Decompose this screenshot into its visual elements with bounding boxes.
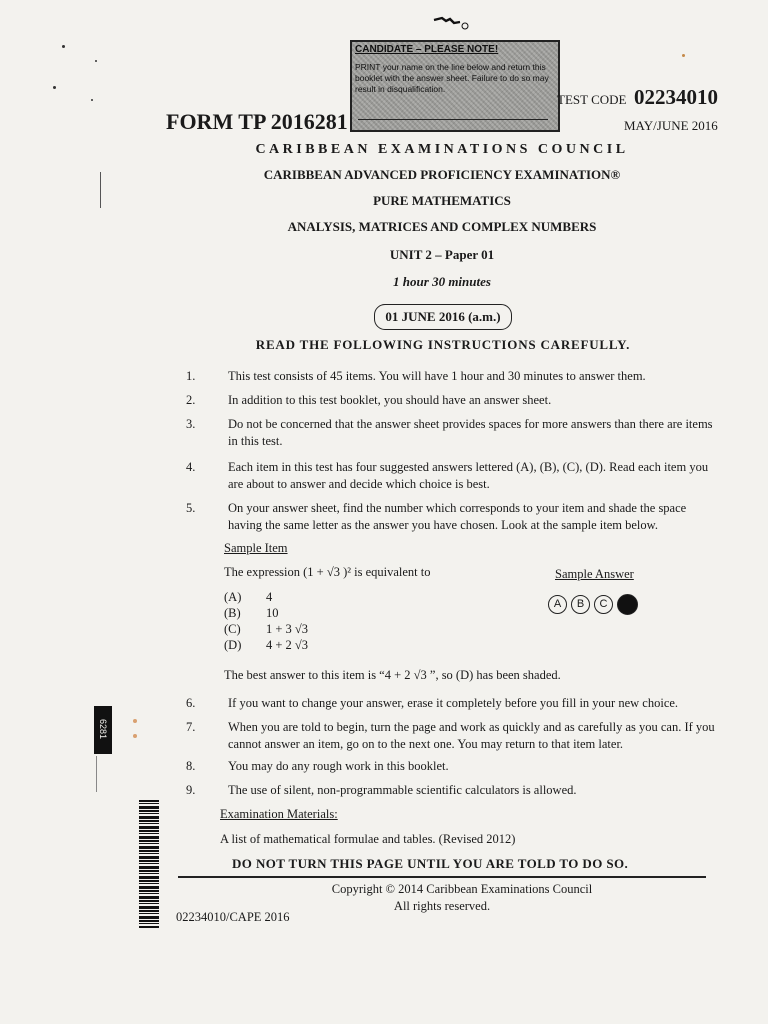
option-label: (D) — [224, 638, 242, 652]
sample-item-stem: The expression (1 + √3 )² is equivalent to — [224, 565, 431, 579]
scan-speck — [91, 99, 93, 101]
answer-bubble-b[interactable]: B — [571, 595, 590, 614]
scan-speck — [95, 60, 97, 62]
instruction-text: Do not be concerned that the answer sheet provides spaces for more answers than there are items in this test. — [228, 417, 713, 448]
instruction-number: 5. — [186, 501, 196, 515]
instruction-number: 7. — [186, 720, 196, 734]
exam-duration: 1 hour 30 minutes — [393, 274, 491, 289]
sample-option — [224, 638, 308, 653]
option-label: (C) — [224, 622, 241, 636]
option-value: 1 + 3 √3 — [266, 622, 309, 636]
option-label: (A) — [224, 590, 242, 604]
exam-session: MAY/JUNE 2016 — [624, 118, 718, 133]
sample-option — [224, 622, 308, 637]
option-value: 4 + 2 √3 — [266, 638, 309, 652]
form-number: FORM TP 2016281 — [166, 109, 348, 134]
logo-icon — [432, 14, 470, 30]
instruction-text: This test consists of 45 items. You will have 1 hour and 30 minutes to answer them. — [228, 369, 646, 383]
option-value: 4 — [266, 590, 273, 604]
instruction-number: 3. — [186, 417, 196, 431]
best-answer-note: The best answer to this item is “4 + 2 √3 ”, so (D) has been shaded. — [224, 668, 561, 682]
serial-number: 6281 — [98, 718, 108, 740]
subject-title: PURE MATHEMATICS — [373, 193, 511, 208]
instruction-number: 1. — [186, 369, 196, 383]
instruction-text: On your answer sheet, find the number which corresponds to your item and shade the space having the same letter as the answer you have chosen. Look at the sample item below. — [228, 501, 687, 532]
exam-date: 01 JUNE 2016 (a.m.) — [374, 304, 512, 330]
instruction-number: 2. — [186, 393, 196, 407]
candidate-notice — [350, 40, 560, 132]
materials-text: A list of mathematical formulae and tables. (Revised 2012) — [220, 832, 516, 846]
instruction-number: 9. — [186, 783, 196, 797]
instruction-text: Each item in this test has four suggested answers lettered (A), (B), (C), (D). Read each item you are about to answer and decide which choice is best. — [228, 460, 709, 491]
answer-bubble-c[interactable]: C — [594, 595, 613, 614]
scan-speck — [53, 86, 56, 89]
scan-speck — [62, 45, 65, 48]
instruction-text: If you want to change your answer, erase it completely before you fill in your new choice. — [228, 696, 679, 710]
exam-name: CARIBBEAN ADVANCED PROFICIENCY EXAMINATION® — [263, 167, 621, 182]
materials-title: Examination Materials: — [220, 807, 338, 821]
rights-reserved: All rights reserved. — [393, 899, 491, 913]
serial-tag — [94, 706, 112, 754]
test-code-value: 02234010 — [634, 85, 718, 109]
instruction-text: You may do any rough work in this booklet. — [228, 759, 449, 773]
footer-paper-code: 02234010/CAPE 2016 — [176, 910, 290, 924]
instruction-number: 4. — [186, 460, 196, 474]
instruction-text: When you are told to begin, turn the page and work as quickly and as carefully as you can. If you cannot answer an item, go on to the next one. You may return to that item later. — [228, 720, 715, 751]
notice-title: CANDIDATE – PLEASE NOTE! — [355, 44, 499, 55]
instruction-number: 6. — [186, 696, 196, 710]
copyright: Copyright © 2014 Caribbean Examinations Council — [331, 882, 593, 896]
barcode — [139, 800, 159, 928]
margin-mark — [96, 756, 97, 792]
sample-answer-title: Sample Answer — [555, 567, 634, 581]
sample-option — [224, 606, 279, 621]
option-label: (B) — [224, 606, 241, 620]
sample-item-title: Sample Item — [224, 541, 288, 555]
answer-bubble-d-shaded[interactable] — [617, 594, 638, 615]
council-name: CARIBBEAN EXAMINATIONS COUNCIL — [255, 142, 629, 157]
paper-title: ANALYSIS, MATRICES AND COMPLEX NUMBERS — [287, 219, 597, 234]
answer-bubble-a[interactable]: A — [548, 595, 567, 614]
divider — [178, 876, 706, 878]
instruction-number: 8. — [186, 759, 196, 773]
instruction-text: The use of silent, non-programmable scientific calculators is allowed. — [228, 783, 577, 797]
candidate-name-line[interactable] — [358, 119, 548, 120]
council-logo — [432, 14, 470, 35]
unit-title: UNIT 2 – Paper 01 — [389, 247, 495, 262]
sample-answer-bubbles — [548, 594, 658, 614]
option-value: 10 — [266, 606, 279, 620]
notice-body: PRINT your name on the line below and return this booklet with the answer sheet. Failure to do so may result in disqualification. — [355, 62, 549, 94]
scan-speck — [133, 734, 137, 738]
sample-option — [224, 590, 272, 605]
instructions-heading: READ THE FOLLOWING INSTRUCTIONS CAREFULLY. — [255, 337, 631, 352]
instruction-text: In addition to this test booklet, you should have an answer sheet. — [228, 393, 552, 407]
scan-speck — [133, 719, 137, 723]
do-not-turn-warning: DO NOT TURN THIS PAGE UNTIL YOU ARE TOLD TO DO SO. — [232, 856, 629, 871]
test-code-label: TEST CODE — [557, 92, 627, 107]
scan-speck — [682, 54, 685, 57]
